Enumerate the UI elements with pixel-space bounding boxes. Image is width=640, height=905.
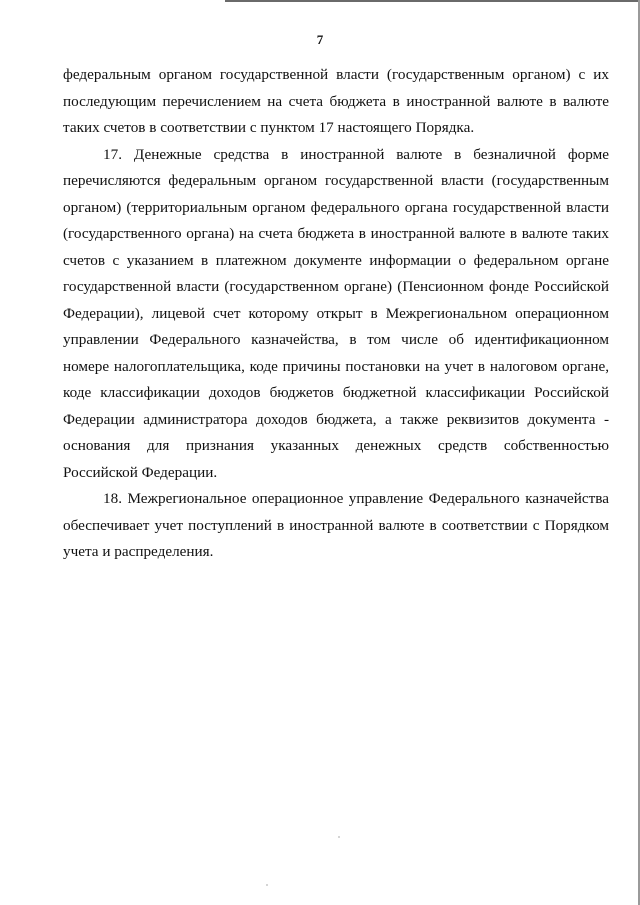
paragraph-continuation: федеральным органом государственной власти (государственным органом) с их последующим перечислением на счета бюджета в иностранной валюте в валюте таких счетов в соответствии с пунктом 17 настоящего Порядка. bbox=[63, 66, 609, 136]
paragraph-18: 18. Межрегиональное операционное управление Федерального казначейства обеспечивает учет поступлений в иностранной валюте в соответствии с Порядком учета и распределения. bbox=[63, 490, 609, 560]
scan-speck bbox=[266, 884, 268, 886]
page-number: 7 bbox=[316, 32, 324, 47]
scan-edge-top bbox=[225, 0, 640, 2]
scan-speck bbox=[338, 836, 340, 838]
document-body bbox=[63, 62, 609, 566]
paragraph-17: 17. Денежные средства в иностранной валюте в безналичной форме перечисляются федеральным органом государственной власти (государственным органом) (территориальным органом федерального органа государственной власти (государственного органа) на счета бюджета в иностранной валюте в валюте таких счетов с указанием в платежном документе информации о федеральном органе государственной власти (государственном органе) (Пенсионном фонде Российской Федерации), лицевой счет которому открыт в Межрегиональном операционном управлении Федерального казначейства, в том числе об идентификационном номере налогоплательщика, коде причины постановки на учет в налоговом органе, коде классификации доходов бюджетов бюджетной классификации Российской Федерации администратора доходов бюджета, а также реквизитов документа - основания для признания указанных денежных средств собственностью Российской Федерации. bbox=[63, 145, 609, 481]
